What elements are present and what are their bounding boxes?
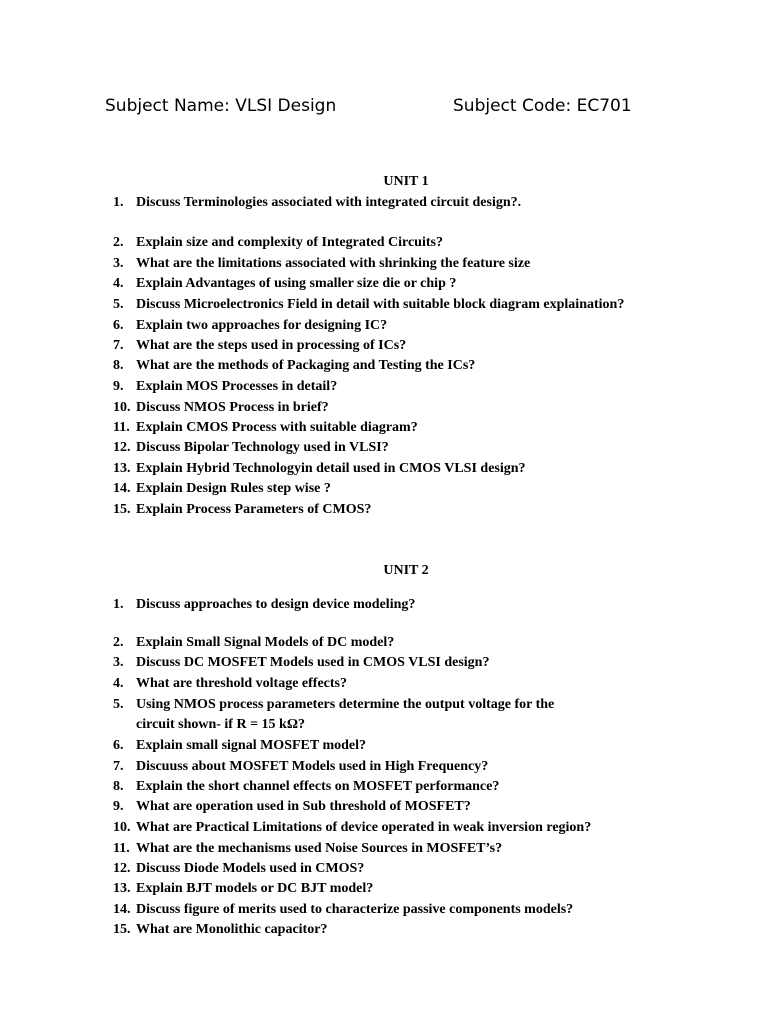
question-number: 8. (113, 779, 124, 794)
question-number: 14. (113, 902, 131, 917)
question-number: 5. (113, 697, 124, 712)
unit-1-question-15 (0, 502, 768, 522)
question-text: Explain Design Rules step wise ? (136, 481, 331, 496)
unit-1-title: UNIT 1 (383, 174, 429, 189)
question-text: What are threshold voltage effects? (136, 676, 347, 691)
question-text: Explain BJT models or DC BJT model? (136, 881, 374, 896)
unit-2-question-5 (0, 697, 768, 717)
unit-2-question-10 (0, 820, 768, 840)
question-number: 14. (113, 481, 131, 496)
question-text: Discuss NMOS Process in brief? (136, 400, 329, 415)
unit-1-question-14 (0, 481, 768, 501)
question-number: 8. (113, 358, 124, 373)
question-number: 13. (113, 881, 131, 896)
unit-2-question-9 (0, 799, 768, 819)
unit-2-question-11 (0, 841, 768, 861)
question-number: 6. (113, 738, 124, 753)
unit-2-question-1 (0, 597, 768, 617)
question-text: What are Practical Limitations of device operated in weak inversion region? (136, 820, 592, 835)
question-text: circuit shown- if R = 15 kΩ? (136, 717, 306, 732)
question-text: Explain Small Signal Models of DC model? (136, 635, 395, 650)
question-text: Explain MOS Processes in detail? (136, 379, 338, 394)
unit-1-question-5 (0, 297, 768, 317)
question-number: 3. (113, 655, 124, 670)
unit-2-question-5-continued (0, 717, 768, 737)
unit-1-question-4 (0, 276, 768, 296)
unit-2-question-6 (0, 738, 768, 758)
question-number: 15. (113, 502, 131, 517)
unit-1-question-3 (0, 256, 768, 276)
question-number: 5. (113, 297, 124, 312)
question-text: Explain CMOS Process with suitable diagram? (136, 420, 418, 435)
question-text: Using NMOS process parameters determine the output voltage for the (136, 697, 555, 712)
question-number: 9. (113, 799, 124, 814)
unit-1-question-8 (0, 358, 768, 378)
question-text: Discuss DC MOSFET Models used in CMOS VLSI design? (136, 655, 490, 670)
question-text: What are the mechanisms used Noise Sources in MOSFET’s? (136, 841, 503, 856)
question-number: 1. (113, 597, 124, 612)
question-number: 1. (113, 195, 124, 210)
unit-2-question-12 (0, 861, 768, 881)
question-number: 11. (113, 841, 130, 856)
question-text: What are Monolithic capacitor? (136, 922, 328, 937)
question-text: What are the limitations associated with shrinking the feature size (136, 256, 531, 271)
question-number: 11. (113, 420, 130, 435)
question-text: Discuuss about MOSFET Models used in High Frequency? (136, 759, 489, 774)
question-text: Discuss approaches to design device modeling? (136, 597, 416, 612)
unit-2-question-4 (0, 676, 768, 696)
unit-2-question-15 (0, 922, 768, 942)
question-number: 13. (113, 461, 131, 476)
question-number: 10. (113, 400, 131, 415)
question-number: 7. (113, 338, 124, 353)
question-text: Discuss Diode Models used in CMOS? (136, 861, 365, 876)
question-text: Discuss Bipolar Technology used in VLSI? (136, 440, 389, 455)
question-text: What are the methods of Packaging and Testing the ICs? (136, 358, 476, 373)
question-text: Explain Process Parameters of CMOS? (136, 502, 372, 517)
question-text: What are operation used in Sub threshold of MOSFET? (136, 799, 471, 814)
unit-1-question-11 (0, 420, 768, 440)
unit-1-question-10 (0, 400, 768, 420)
question-text: Explain Hybrid Technologyin detail used in CMOS VLSI design? (136, 461, 526, 476)
unit-2-question-14 (0, 902, 768, 922)
question-number: 15. (113, 922, 131, 937)
unit-2-question-13 (0, 881, 768, 901)
question-text: Explain small signal MOSFET model? (136, 738, 367, 753)
unit-1-question-2 (0, 235, 768, 255)
subject-name: Subject Name: VLSI Design (105, 96, 337, 116)
question-text: Discuss figure of merits used to characterize passive components models? (136, 902, 574, 917)
unit-2-question-8 (0, 779, 768, 799)
question-number: 12. (113, 440, 131, 455)
unit-2-question-7 (0, 759, 768, 779)
question-number: 2. (113, 635, 124, 650)
question-number: 9. (113, 379, 124, 394)
question-number: 7. (113, 759, 124, 774)
question-number: 4. (113, 676, 124, 691)
question-number: 10. (113, 820, 131, 835)
unit-2-question-3 (0, 655, 768, 675)
question-number: 6. (113, 318, 124, 333)
document-header (0, 96, 768, 124)
unit-1-question-9 (0, 379, 768, 399)
subject-code: Subject Code: EC701 (453, 96, 632, 116)
question-number: 2. (113, 235, 124, 250)
unit-2-title: UNIT 2 (383, 563, 429, 578)
question-text: Explain Advantages of using smaller size die or chip ? (136, 276, 457, 291)
question-text: Discuss Microelectronics Field in detail with suitable block diagram explaination? (136, 297, 625, 312)
unit-1-question-1 (0, 195, 768, 215)
unit-1-question-6 (0, 318, 768, 338)
unit-1-question-7 (0, 338, 768, 358)
question-text: Explain the short channel effects on MOSFET performance? (136, 779, 500, 794)
question-number: 12. (113, 861, 131, 876)
unit-1-question-13 (0, 461, 768, 481)
unit-2-question-2 (0, 635, 768, 655)
question-text: Explain size and complexity of Integrated Circuits? (136, 235, 443, 250)
unit-1-question-12 (0, 440, 768, 460)
question-text: Explain two approaches for designing IC? (136, 318, 388, 333)
question-text: What are the steps used in processing of ICs? (136, 338, 407, 353)
question-number: 3. (113, 256, 124, 271)
question-number: 4. (113, 276, 124, 291)
question-text: Discuss Terminologies associated with integrated circuit design?. (136, 195, 522, 210)
